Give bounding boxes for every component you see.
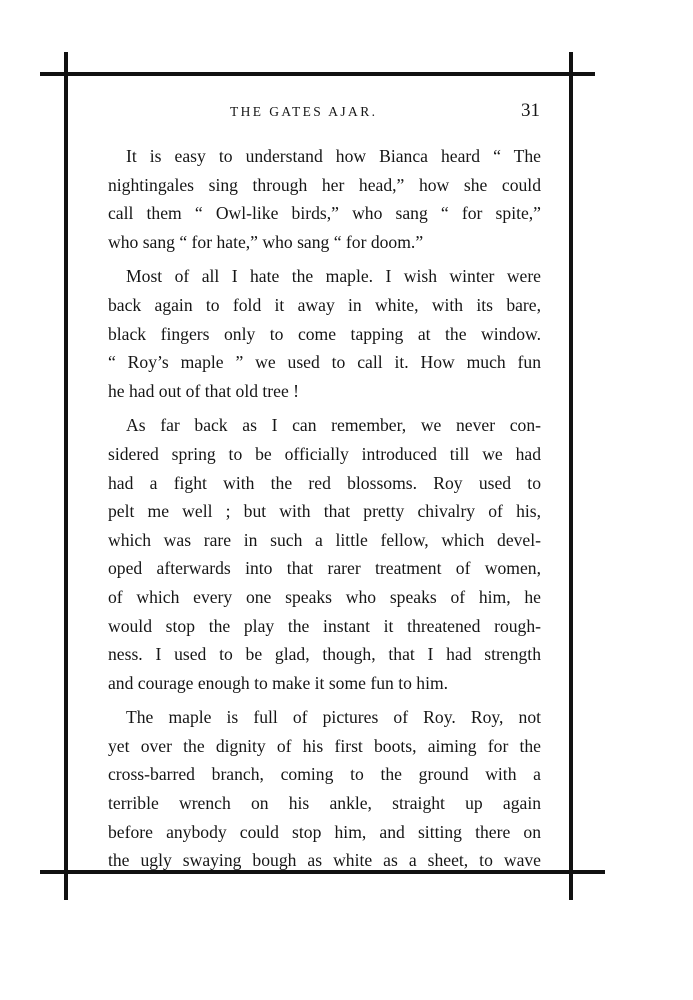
text-line: the ugly swaying bough as white as a sheet, to wave (108, 850, 541, 871)
text-line: The maple is full of pictures of Roy. Roy, not (126, 707, 541, 728)
text-line: he had out of that old tree ! (108, 380, 300, 401)
text-line: had a fight with the red blossoms. Roy used to (108, 472, 541, 493)
frame-rule-left (64, 52, 68, 900)
text-line: As far back as I can remember, we never con- (126, 415, 541, 436)
text-line: back again to fold it away in white, with its bare, (108, 294, 541, 315)
page-number: 31 (521, 100, 540, 121)
frame-rule-right (569, 52, 573, 900)
body-text (108, 142, 541, 881)
text-line: terrible wrench on his ankle, straight up again (108, 793, 541, 814)
text-line: ness. I used to be glad, though, that I had strength (108, 644, 541, 665)
running-head (100, 100, 540, 124)
text-line: It is easy to understand how Bianca heard “ The (126, 146, 541, 166)
paragraph-3 (108, 411, 541, 697)
text-line: before anybody could stop him, and sitting there on (108, 821, 541, 842)
text-line: which was rare in such a little fellow, which devel- (108, 529, 541, 550)
text-line: sidered spring to be officially introduced till we had (108, 443, 541, 464)
running-title: THE GATES AJAR. (230, 104, 378, 119)
text-line: would stop the play the instant it threatened rough- (108, 615, 541, 636)
text-line: oped afterwards into that rarer treatment of women, (108, 558, 541, 579)
text-line: of which every one speaks who speaks of him, he (108, 586, 541, 607)
paragraph-1 (108, 142, 541, 256)
paragraph-4 (108, 703, 541, 875)
text-line: call them “ Owl-like birds,” who sang “ for spite,” (108, 203, 541, 224)
text-line: who sang “ for hate,” who sang “ for doom.” (108, 231, 424, 252)
frame-rule-top (40, 72, 595, 76)
text-line: black fingers only to come tapping at the window. (108, 323, 541, 344)
text-line: “ Roy’s maple ” we used to call it. How much fun (108, 352, 541, 373)
text-line: and courage enough to make it some fun to him. (108, 672, 449, 693)
text-line: cross-barred branch, coming to the ground with a (108, 764, 541, 785)
paragraph-2 (108, 262, 541, 405)
text-line: yet over the dignity of his first boots, aiming for the (108, 735, 541, 756)
text-line: pelt me well ; but with that pretty chivalry of his, (108, 501, 541, 522)
text-line: nightingales sing through her head,” how she could (108, 174, 541, 195)
text-line: Most of all I hate the maple. I wish winter were (126, 266, 541, 287)
